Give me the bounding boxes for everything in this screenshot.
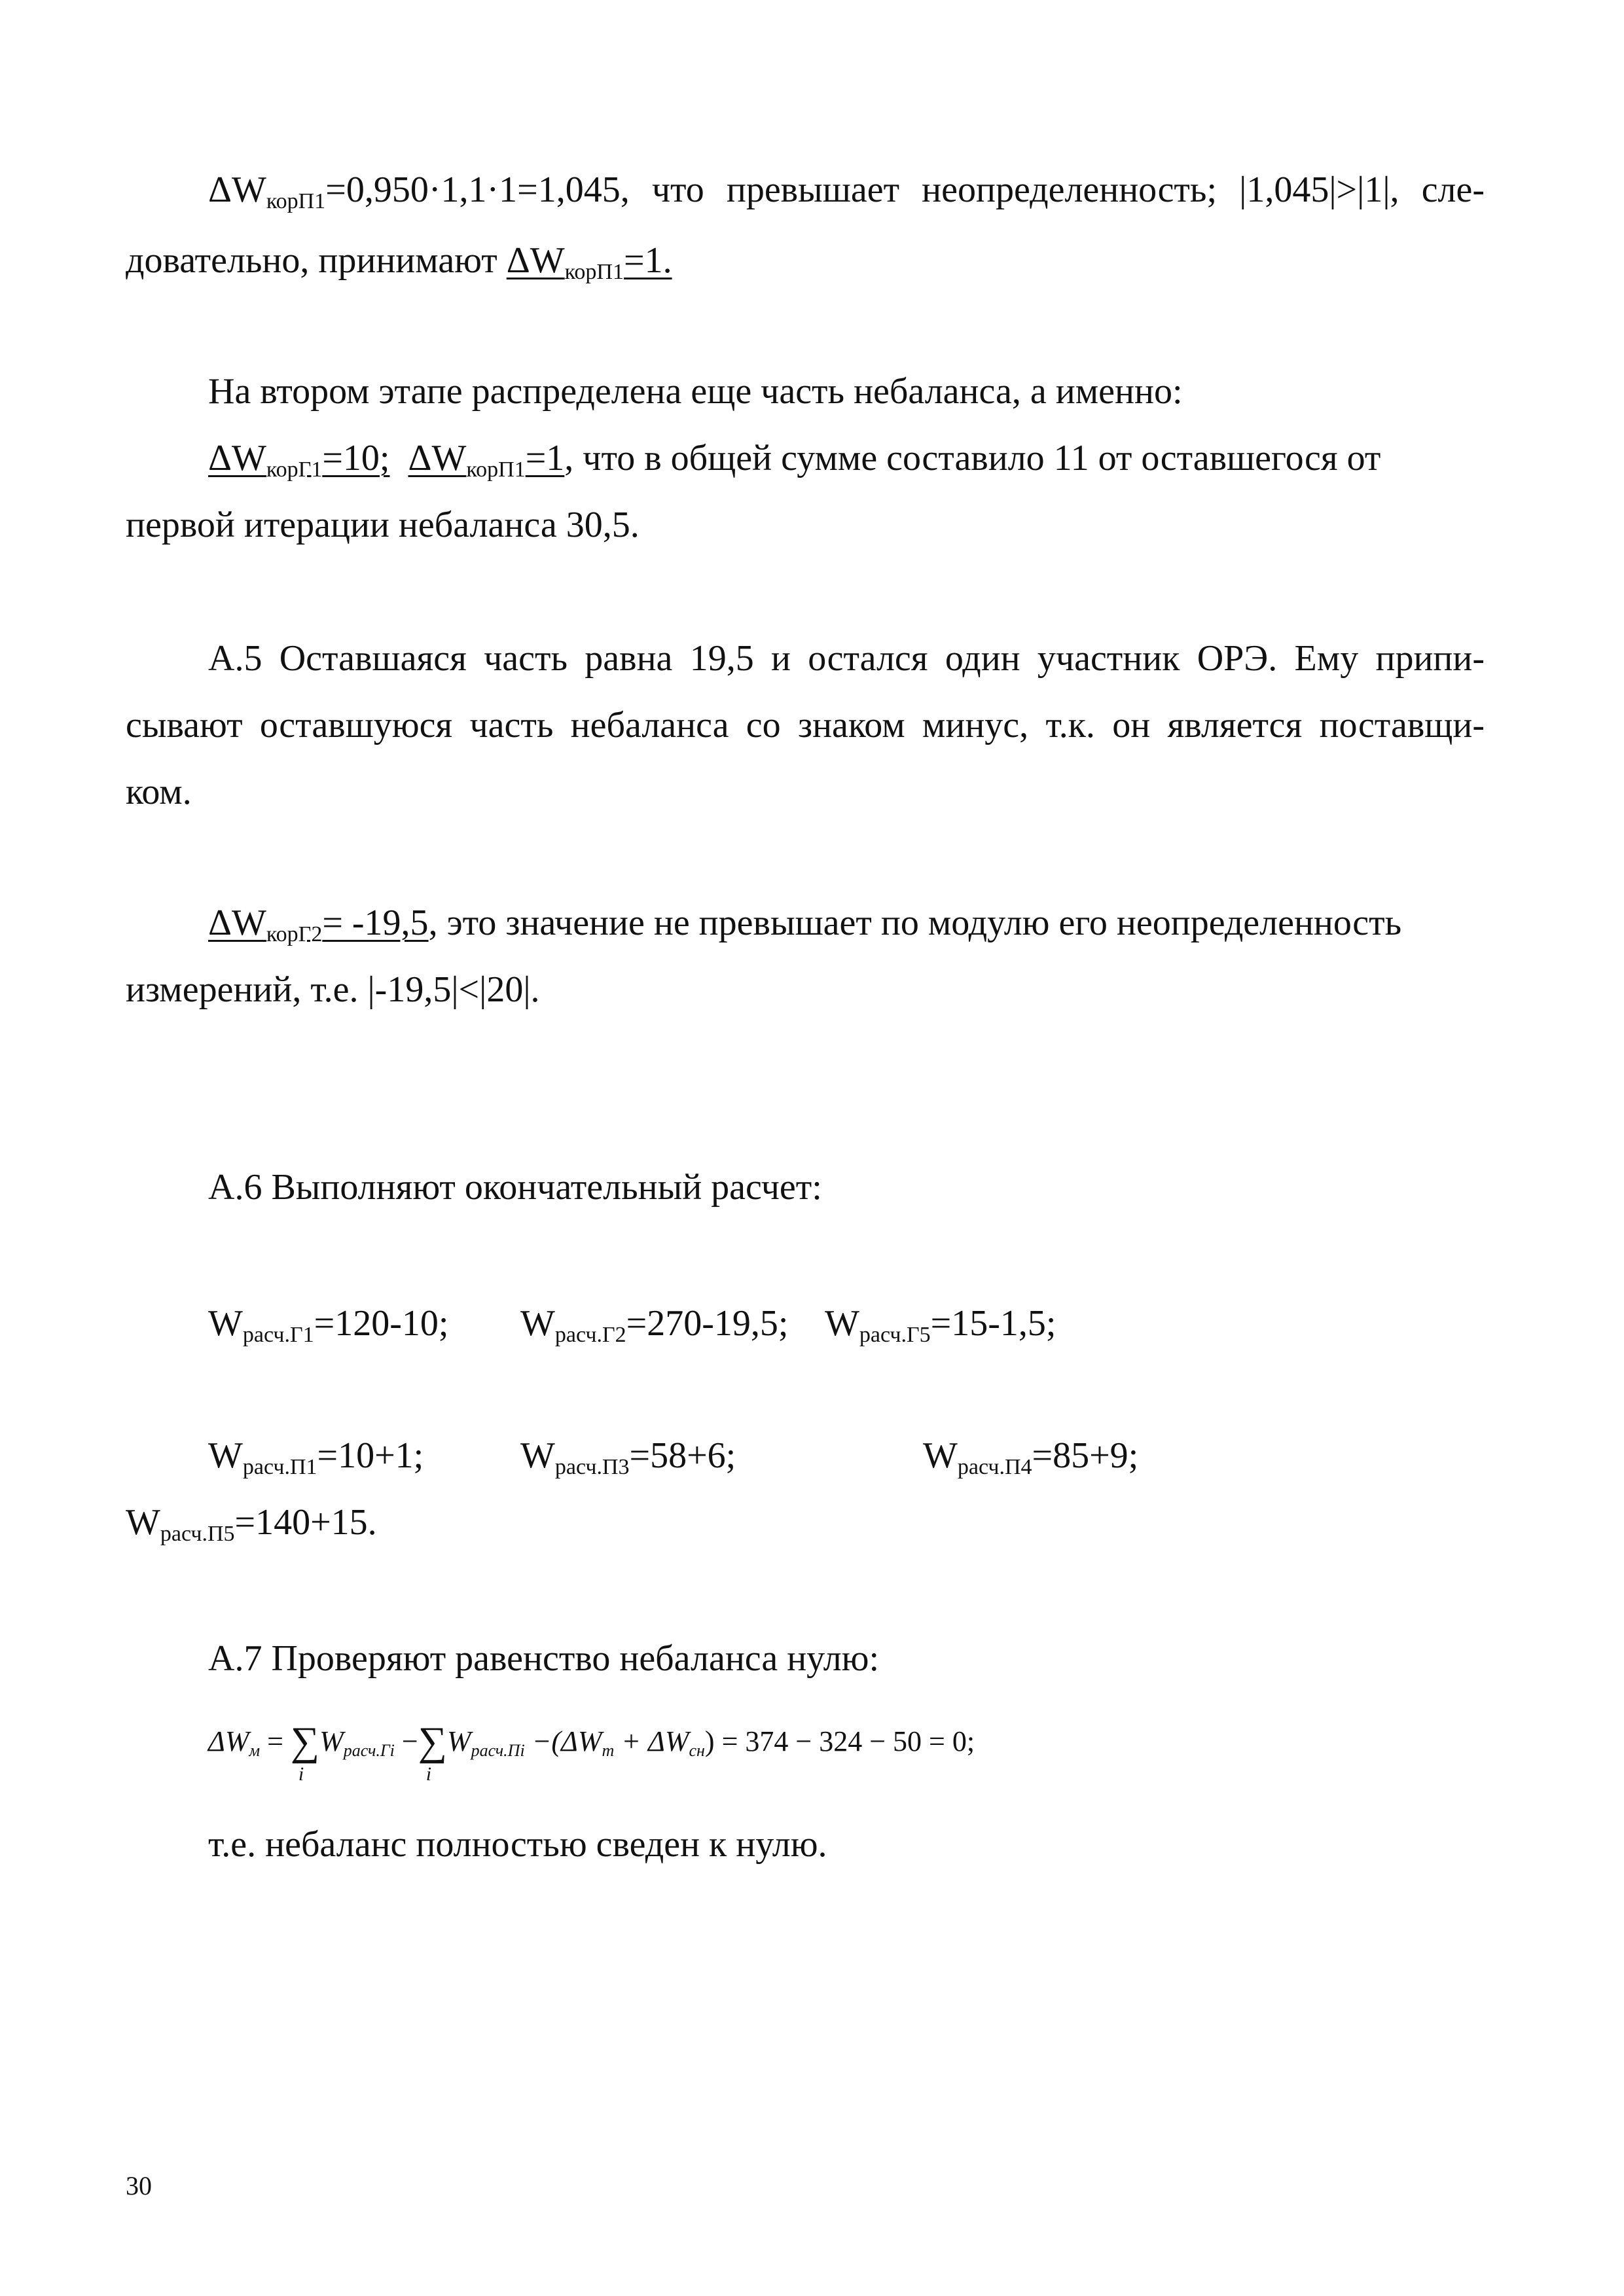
subscript: корП1 <box>466 457 526 482</box>
sum-glyph: ∑ <box>418 1719 447 1764</box>
subscript: корГ2 <box>266 922 323 946</box>
text-run: А.7 Проверяют равенство небаланса нулю: <box>208 1638 880 1679</box>
calc-item <box>126 1502 377 1546</box>
balance-formula <box>208 1719 975 1785</box>
text-run: измерений, т.е. |-19,5|<|20|. <box>126 969 540 1010</box>
calc-value: =120-10; <box>314 1303 449 1344</box>
delta-w: ΔW <box>506 240 565 281</box>
sum-symbol <box>290 1719 320 1785</box>
subscript: т <box>602 1741 615 1760</box>
sum-index: i <box>425 1763 432 1785</box>
text-run: А.6 Выполняют окончательный расчет: <box>208 1167 822 1208</box>
section-heading <box>208 1640 879 1677</box>
subscript: расч.Г5 <box>859 1323 931 1347</box>
subscript: расч.П3 <box>554 1455 630 1479</box>
formula-operator: = <box>260 1725 291 1757</box>
text-run: т.е. небаланс полностью сведен к нулю. <box>208 1824 827 1865</box>
underlined-value <box>408 438 565 482</box>
section-heading <box>208 1169 822 1206</box>
calc-item <box>520 1303 789 1347</box>
subscript: расч.Гi <box>343 1741 395 1760</box>
subscript: расч.П4 <box>957 1455 1032 1479</box>
subscript: корП1 <box>266 189 326 213</box>
text-line <box>208 373 1183 410</box>
text-run: =10; <box>322 438 390 478</box>
calc-item <box>208 1303 449 1347</box>
text-run: сывают оставшуюся часть небаланса со знаком минус, т.к. он является поставщи- <box>126 705 1485 745</box>
calc-value: =270-19,5; <box>626 1303 789 1344</box>
w-symbol: W <box>520 1435 555 1476</box>
text-line <box>208 438 1381 482</box>
text-line <box>208 1826 827 1863</box>
calc-value: =58+6; <box>629 1435 736 1476</box>
text-run: , что в общей сумме составило 11 от оставшегося от <box>564 438 1381 478</box>
text-line <box>126 971 540 1008</box>
calc-value: =85+9; <box>1032 1435 1139 1476</box>
calc-item <box>923 1435 1139 1479</box>
subscript: м <box>249 1741 261 1760</box>
text-run: первой итерации небаланса 30,5. <box>126 505 640 545</box>
page-number: 30 <box>126 2171 152 2200</box>
formula-operator: − <box>394 1725 418 1757</box>
calc-item <box>208 1435 424 1479</box>
subscript: расч.П1 <box>242 1455 317 1479</box>
formula-term: −(ΔW <box>524 1725 602 1757</box>
delta-w: ΔW <box>408 438 467 478</box>
text-line <box>208 903 1402 946</box>
w-symbol: W <box>208 1435 243 1476</box>
text-line <box>208 170 1485 213</box>
calc-value: =15-1,5; <box>930 1303 1056 1344</box>
subscript: расч.П5 <box>160 1522 235 1546</box>
w-symbol: W <box>208 1303 243 1344</box>
formula-term: W <box>446 1725 471 1757</box>
formula-term: ΔW <box>208 1725 249 1757</box>
underlined-value <box>208 438 390 482</box>
text-run: , это значение не превышает по модулю его неопределенность <box>428 903 1402 943</box>
sum-index: i <box>298 1763 304 1785</box>
subscript: расч.Пi <box>471 1741 525 1760</box>
text-run: А.5 Оставшаяся часть равна 19,5 и остался один участник ОРЭ. Ему припи- <box>208 638 1485 679</box>
calc-item <box>520 1435 736 1479</box>
w-symbol: W <box>825 1303 859 1344</box>
text-line <box>126 707 1485 744</box>
subscript: сн <box>689 1741 705 1760</box>
delta-w: ΔW <box>208 170 266 210</box>
delta-w: ΔW <box>208 438 266 478</box>
text-line <box>208 640 1485 677</box>
text-run: =1 <box>525 438 565 478</box>
w-symbol: W <box>520 1303 555 1344</box>
text-line <box>126 774 192 810</box>
calc-value: =140+15. <box>234 1502 377 1543</box>
delta-w: ΔW <box>208 903 266 943</box>
subscript: расч.Г2 <box>554 1323 626 1347</box>
calc-item <box>825 1303 1056 1347</box>
text-run: =0,950·1,1·1=1,045, что превышает неопределенность; |1,045|>|1|, сле- <box>325 170 1485 210</box>
formula-result: ) = 374 − 324 − 50 = 0; <box>704 1725 975 1757</box>
w-symbol: W <box>923 1435 958 1476</box>
sum-glyph: ∑ <box>290 1719 320 1764</box>
underlined-value <box>506 240 672 284</box>
subscript: расч.Г1 <box>242 1323 314 1347</box>
text-run: На втором этапе распределена еще часть небаланса, а именно: <box>208 371 1183 412</box>
text-run: =1. <box>623 240 672 281</box>
text-run: ком. <box>126 772 192 812</box>
text-line <box>126 240 672 284</box>
subscript: корГ1 <box>266 457 323 482</box>
text-run: довательно, принимают <box>126 240 507 281</box>
calc-value: =10+1; <box>317 1435 424 1476</box>
underlined-value <box>208 903 429 946</box>
subscript: корП1 <box>564 260 624 284</box>
text-run: = -19,5 <box>322 903 429 943</box>
formula-term: + ΔW <box>614 1725 689 1757</box>
w-symbol: W <box>126 1502 160 1543</box>
sum-symbol <box>418 1719 447 1785</box>
formula-term: W <box>319 1725 344 1757</box>
text-line <box>126 507 640 543</box>
